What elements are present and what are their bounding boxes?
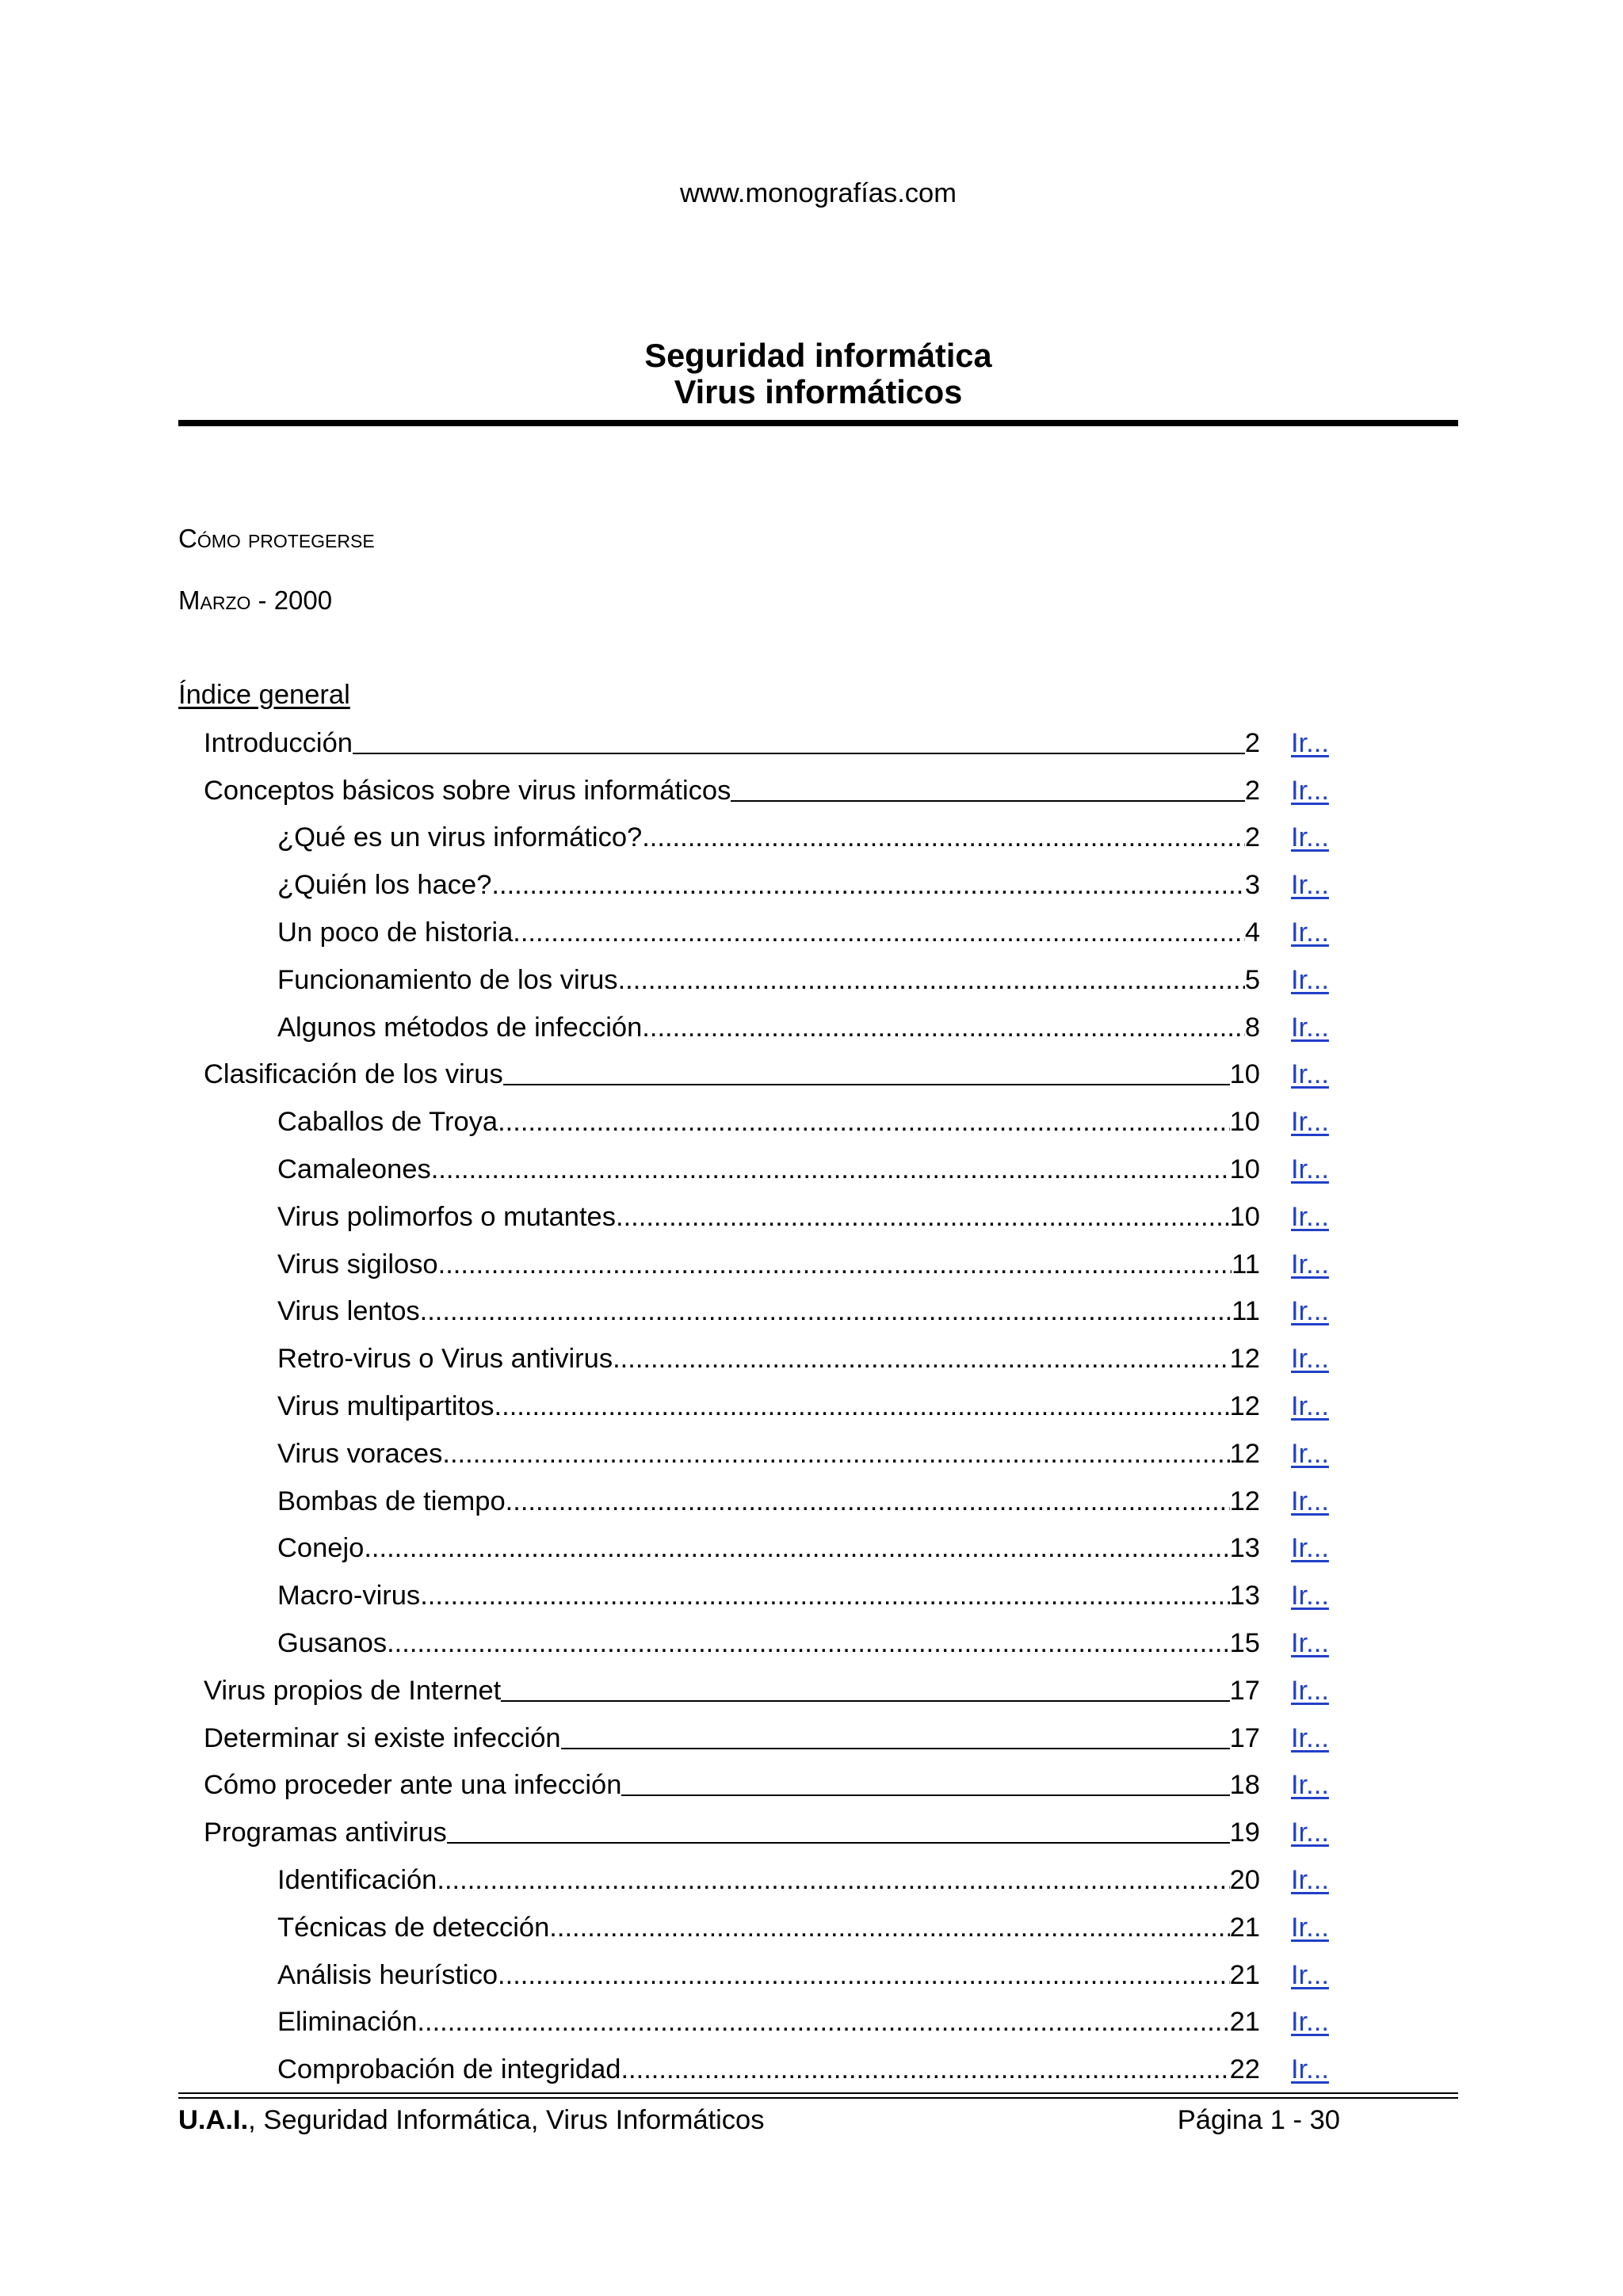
toc-entry-label: Virus propios de Internet xyxy=(204,1675,502,1706)
toc-page-number: 17 xyxy=(1229,1675,1260,1706)
toc-page-number: 11 xyxy=(1232,1296,1260,1327)
toc-entry xyxy=(178,1389,1260,1424)
toc-entry xyxy=(178,1578,1260,1613)
toc-dot-leader xyxy=(498,1104,1230,1139)
toc-underline-leader xyxy=(621,1768,1229,1802)
toc-page-number: 22 xyxy=(1229,2054,1260,2085)
toc-subsection-row xyxy=(178,1383,1458,1430)
footer-page-number: Página 1 - 30 xyxy=(1177,2105,1340,2135)
toc-entry xyxy=(178,1484,1260,1519)
toc-page-number: 12 xyxy=(1229,1391,1260,1422)
toc-entry xyxy=(178,1721,1260,1756)
toc-go-link[interactable]: Ir... xyxy=(1291,2054,1329,2085)
toc-page-number: 15 xyxy=(1229,1628,1260,1659)
toc-entry xyxy=(178,1626,1260,1661)
toc-dot-leader xyxy=(364,1531,1229,1566)
toc-entry-label: Cómo proceder ante una infección xyxy=(204,1770,622,1801)
toc-entry xyxy=(178,1104,1260,1139)
toc-page-number: 18 xyxy=(1229,1770,1260,1801)
toc-go-link[interactable]: Ir... xyxy=(1291,822,1329,853)
toc-page-number: 12 xyxy=(1229,1344,1260,1375)
toc-underline-leader xyxy=(503,1057,1230,1092)
toc-go-link[interactable]: Ir... xyxy=(1291,1722,1329,1753)
toc-entry xyxy=(178,1531,1260,1566)
doc-subtitle: Cómo protegerse xyxy=(178,524,375,553)
toc-page-number: 12 xyxy=(1229,1486,1260,1516)
toc-entry-label: Análisis heurístico xyxy=(277,1959,498,1990)
toc-subsection-row xyxy=(178,1241,1458,1288)
doc-date: Marzo - 2000 xyxy=(178,585,333,615)
toc-go-link[interactable]: Ir... xyxy=(1291,2007,1329,2038)
toc-underline-leader xyxy=(501,1673,1229,1708)
toc-page-number: 10 xyxy=(1229,1201,1260,1232)
toc-page-number: 10 xyxy=(1229,1059,1260,1090)
toc-subsection-row xyxy=(178,1525,1458,1573)
toc-list xyxy=(178,719,1458,2093)
toc-entry xyxy=(178,868,1260,902)
footer-left xyxy=(178,2103,765,2138)
toc-section-row xyxy=(178,1667,1458,1714)
toc-section-row xyxy=(178,1714,1458,1762)
toc-entry-label: Técnicas de detección xyxy=(277,1912,550,1943)
toc-go-link[interactable]: Ir... xyxy=(1291,964,1329,995)
toc-page-number: 13 xyxy=(1229,1533,1260,1564)
toc-subsection-row xyxy=(178,1478,1458,1525)
toc-entry-label: Identificación xyxy=(277,1865,437,1896)
toc-dot-leader xyxy=(618,963,1245,997)
toc-entry-label: Programas antivirus xyxy=(204,1817,447,1848)
toc-entry xyxy=(178,1294,1260,1329)
toc-section-row xyxy=(178,1051,1458,1099)
footer-org: U.A.I. xyxy=(178,2105,249,2135)
toc-entry-label: Gusanos xyxy=(277,1628,388,1659)
toc-dot-leader xyxy=(431,1152,1230,1187)
toc-entry-label: Caballos de Troya xyxy=(277,1107,498,1138)
toc-entry-label: Virus lentos xyxy=(277,1296,420,1327)
toc-entry xyxy=(178,1010,1260,1045)
toc-go-link[interactable]: Ir... xyxy=(1291,1865,1329,1896)
toc-page-number: 10 xyxy=(1229,1107,1260,1138)
toc-dot-leader xyxy=(613,1341,1230,1376)
toc-entry-label: Virus polimorfos o mutantes xyxy=(277,1201,616,1232)
toc-section-row xyxy=(178,719,1458,767)
toc-dot-leader xyxy=(491,868,1244,902)
toc-dot-leader xyxy=(387,1626,1230,1661)
toc-subsection-row xyxy=(178,1904,1458,1951)
toc-go-link[interactable]: Ir... xyxy=(1291,1154,1329,1185)
footer-rule xyxy=(178,2092,1458,2099)
toc-dot-leader xyxy=(642,820,1245,855)
toc-page-number: 19 xyxy=(1229,1817,1260,1848)
doc-title xyxy=(178,338,1458,410)
toc-page-number: 12 xyxy=(1229,1438,1260,1469)
toc-dot-leader xyxy=(442,1436,1229,1471)
footer-doc-title: , Seguridad Informática, Virus Informáticos xyxy=(248,2105,765,2135)
toc-go-link[interactable]: Ir... xyxy=(1291,917,1329,948)
toc-dot-leader xyxy=(498,1958,1230,1993)
toc-section-row xyxy=(178,1762,1458,1810)
toc-entry xyxy=(178,1199,1260,1234)
toc-subsection-row xyxy=(178,1572,1458,1619)
doc-title-line-1: Seguridad informática xyxy=(644,337,992,374)
toc-subsection-row xyxy=(178,1430,1458,1478)
toc-entry xyxy=(178,2004,1260,2039)
toc-entry-label: Virus voraces xyxy=(277,1438,443,1469)
toc-go-link[interactable]: Ir... xyxy=(1291,1201,1329,1232)
toc-subsection-row xyxy=(178,956,1458,1004)
toc-dot-leader xyxy=(549,1910,1229,1945)
toc-go-link[interactable]: Ir... xyxy=(1291,1012,1329,1043)
toc-go-link[interactable]: Ir... xyxy=(1291,1533,1329,1564)
toc-page-number: 5 xyxy=(1244,964,1260,995)
toc-dot-leader xyxy=(420,1294,1232,1329)
toc-underline-leader xyxy=(731,773,1244,808)
toc-go-link[interactable]: Ir... xyxy=(1291,1912,1329,1943)
toc-dot-leader xyxy=(495,1389,1230,1424)
toc-entry-label: Un poco de historia xyxy=(277,917,514,948)
toc-underline-leader xyxy=(353,726,1245,761)
toc-dot-leader xyxy=(420,1578,1229,1613)
toc-dot-leader xyxy=(437,1863,1229,1897)
toc-page-number: 8 xyxy=(1244,1012,1260,1043)
toc-entry-label: Funcionamiento de los virus xyxy=(277,964,618,995)
toc-subsection-row xyxy=(178,1999,1458,2046)
toc-go-link[interactable]: Ir... xyxy=(1291,1344,1329,1375)
toc-dot-leader xyxy=(642,1010,1245,1045)
toc-go-link[interactable]: Ir... xyxy=(1291,1628,1329,1659)
toc-entry-label: Conejo xyxy=(277,1533,365,1564)
toc-entry-label: Clasificación de los virus xyxy=(204,1059,503,1090)
toc-subsection-row xyxy=(178,814,1458,862)
toc-entry xyxy=(178,1341,1260,1376)
toc-page-number: 2 xyxy=(1244,775,1260,806)
toc-entry xyxy=(178,1815,1260,1850)
toc-dot-leader xyxy=(621,2052,1229,2087)
toc-entry xyxy=(178,1152,1260,1187)
toc-page-number: 13 xyxy=(1229,1581,1260,1611)
toc-subsection-row xyxy=(178,1193,1458,1241)
toc-section-row xyxy=(178,1809,1458,1856)
toc-go-link[interactable]: Ir... xyxy=(1291,1059,1329,1090)
toc-dot-leader xyxy=(417,2004,1229,2039)
toc-subsection-row xyxy=(178,1098,1458,1146)
toc-entry xyxy=(178,1958,1260,1993)
footer xyxy=(178,2103,1340,2138)
header-site-url: www.monografías.com xyxy=(680,178,957,208)
title-rule xyxy=(178,420,1458,426)
toc-entry xyxy=(178,2052,1260,2087)
toc-go-link[interactable]: Ir... xyxy=(1291,1486,1329,1516)
toc-entry-label: Camaleones xyxy=(277,1154,431,1185)
toc-entry-label: ¿Quién los hace? xyxy=(277,870,492,901)
toc-go-link[interactable]: Ir... xyxy=(1291,1107,1329,1138)
toc-entry xyxy=(178,1863,1260,1897)
toc-dot-leader xyxy=(438,1247,1232,1282)
toc-go-link[interactable]: Ir... xyxy=(1291,1959,1329,1990)
toc-go-link[interactable]: Ir... xyxy=(1291,775,1329,806)
toc-go-link[interactable]: Ir... xyxy=(1291,1770,1329,1801)
toc-page-number: 17 xyxy=(1229,1722,1260,1753)
toc-page-number: 4 xyxy=(1244,917,1260,948)
toc-entry xyxy=(178,963,1260,997)
toc-subsection-row xyxy=(178,861,1458,909)
toc-page-number: 21 xyxy=(1229,2007,1260,2038)
toc-dot-leader xyxy=(506,1484,1230,1519)
toc-page-number: 10 xyxy=(1229,1154,1260,1185)
toc-subsection-row xyxy=(178,1619,1458,1667)
toc-entry xyxy=(178,1436,1260,1471)
toc-subsection-row xyxy=(178,1004,1458,1051)
toc-page-number: 21 xyxy=(1229,1912,1260,1943)
toc-page-number: 20 xyxy=(1229,1865,1260,1896)
toc-page-number: 11 xyxy=(1232,1249,1260,1280)
toc-dot-leader xyxy=(513,915,1245,950)
toc-entry xyxy=(178,1057,1260,1092)
toc-entry-label: Eliminación xyxy=(277,2007,418,2038)
toc-entry xyxy=(178,820,1260,855)
toc-subsection-row xyxy=(178,1288,1458,1336)
toc-go-link[interactable]: Ir... xyxy=(1291,727,1329,758)
toc-subsection-row xyxy=(178,1856,1458,1904)
toc-page-number: 3 xyxy=(1244,870,1260,901)
toc-entry-label: Comprobación de integridad xyxy=(277,2054,621,2085)
doc-title-line-2: Virus informáticos xyxy=(674,373,963,410)
toc-entry-label: Retro-virus o Virus antivirus xyxy=(277,1344,613,1375)
toc-entry-label: Virus multipartitos xyxy=(277,1391,495,1422)
toc-entry xyxy=(178,1247,1260,1282)
toc-dot-leader xyxy=(616,1199,1230,1234)
toc-entry-label: Introducción xyxy=(204,727,353,758)
toc-subsection-row xyxy=(178,909,1458,956)
toc-entry-label: Macro-virus xyxy=(277,1581,421,1611)
toc-entry-label: Determinar si existe infección xyxy=(204,1722,561,1753)
toc-go-link[interactable]: Ir... xyxy=(1291,870,1329,901)
toc-subsection-row xyxy=(178,2046,1458,2093)
toc-entry xyxy=(178,915,1260,950)
toc-entry-label: Bombas de tiempo xyxy=(277,1486,506,1516)
toc-entry-label: Algunos métodos de infección xyxy=(277,1012,643,1043)
toc-underline-leader xyxy=(561,1721,1230,1756)
toc-entry xyxy=(178,726,1260,761)
toc-entry-label: Virus sigiloso xyxy=(277,1249,438,1280)
toc-page-number: 2 xyxy=(1244,822,1260,853)
toc-subsection-row xyxy=(178,1335,1458,1383)
toc-entry xyxy=(178,773,1260,808)
toc-entry xyxy=(178,1910,1260,1945)
toc-go-link[interactable]: Ir... xyxy=(1291,1675,1329,1706)
toc-page-number: 21 xyxy=(1229,1959,1260,1990)
toc-heading: Índice general xyxy=(178,680,350,710)
toc-go-link[interactable]: Ir... xyxy=(1291,1438,1329,1469)
toc-go-link[interactable]: Ir... xyxy=(1291,1391,1329,1422)
toc-entry-label: Conceptos básicos sobre virus informáticos xyxy=(204,775,731,806)
toc-go-link[interactable]: Ir... xyxy=(1291,1581,1329,1611)
toc-page-number: 2 xyxy=(1244,727,1260,758)
toc-go-link[interactable]: Ir... xyxy=(1291,1296,1329,1327)
toc-subsection-row xyxy=(178,1146,1458,1193)
toc-section-row xyxy=(178,767,1458,814)
toc-underline-leader xyxy=(447,1815,1230,1850)
toc-go-link[interactable]: Ir... xyxy=(1291,1249,1329,1280)
toc-entry xyxy=(178,1673,1260,1708)
toc-entry-label: ¿Qué es un virus informático? xyxy=(277,822,643,853)
toc-subsection-row xyxy=(178,1951,1458,1999)
toc-go-link[interactable]: Ir... xyxy=(1291,1817,1329,1848)
toc-entry xyxy=(178,1768,1260,1802)
